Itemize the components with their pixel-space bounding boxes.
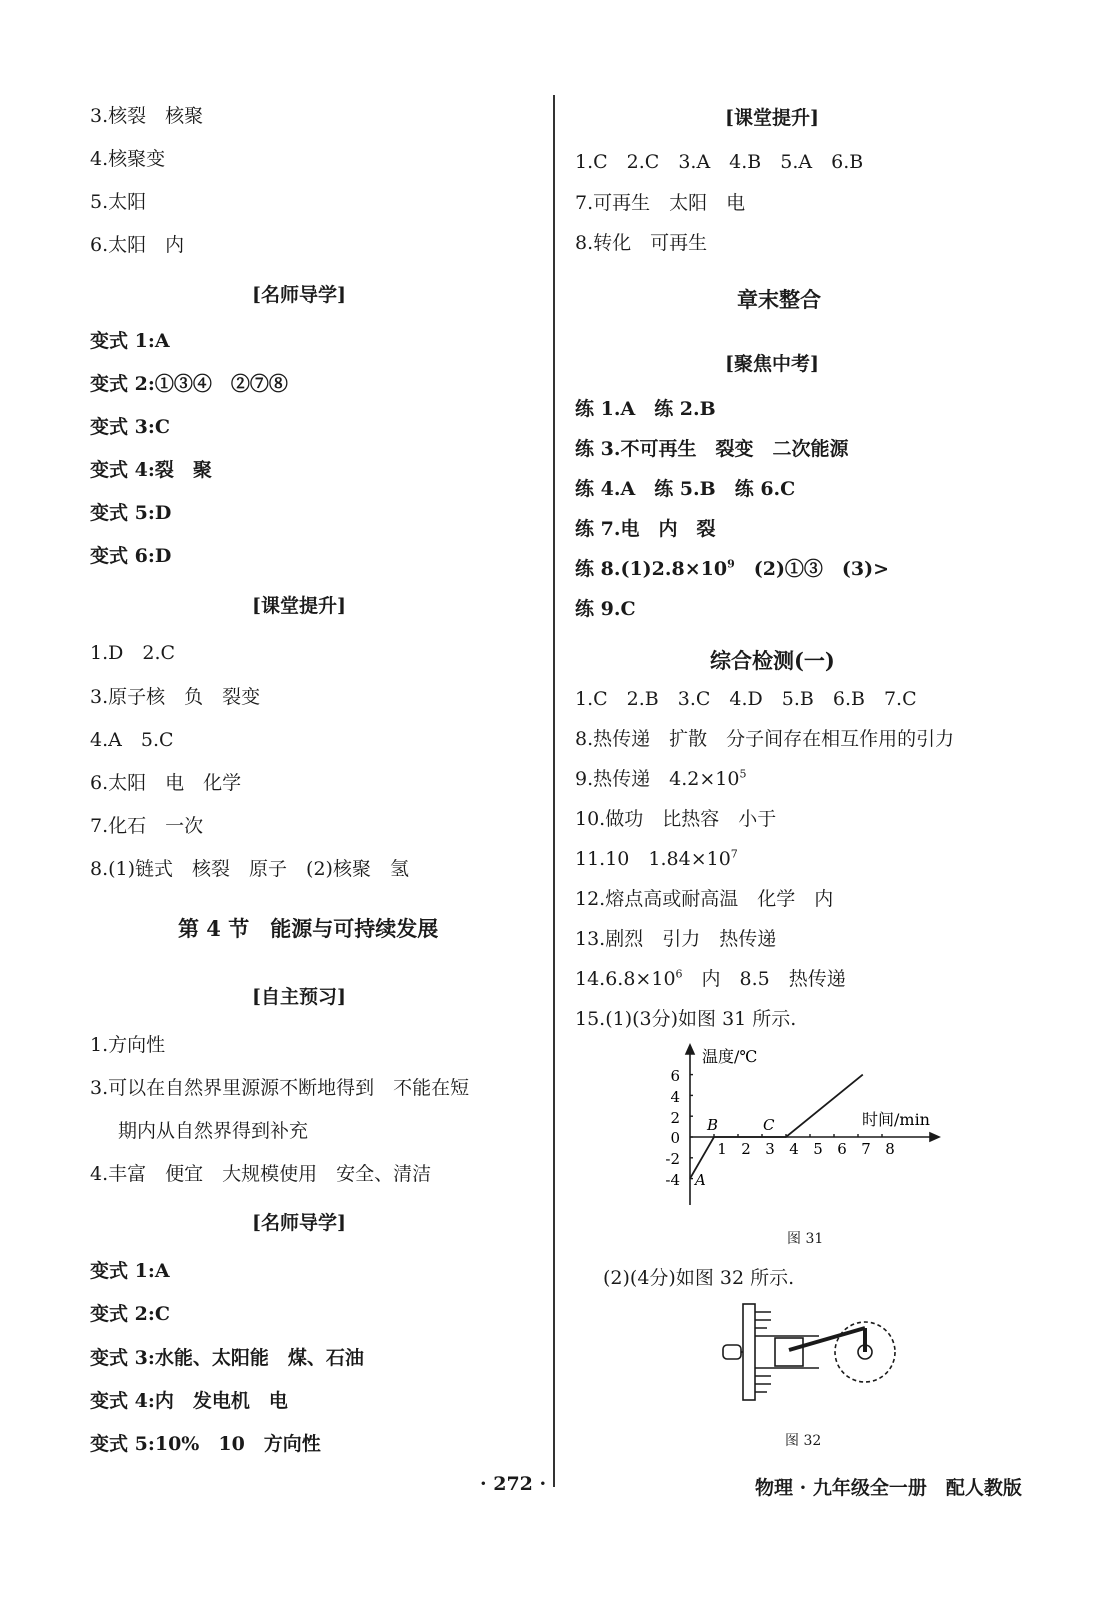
answer-line: 6.太阳 电 化学	[90, 772, 242, 794]
section-header: [自主预习]	[252, 986, 346, 1008]
x-tick-label: 2	[741, 1140, 751, 1158]
x-tick-label: 1	[717, 1140, 727, 1158]
answer-text: 9.热传递 4.2×10	[575, 768, 740, 790]
answer-line: 练 9.C	[575, 598, 636, 620]
page-number: · 272 ·	[480, 1473, 547, 1495]
y-tick-label: 0	[670, 1129, 680, 1147]
answer-line: 练 3.不可再生 裂变 二次能源	[575, 438, 849, 460]
section-header: [名师导学]	[252, 284, 346, 306]
exponent: 9	[727, 557, 735, 571]
section-title: 综合检测(一)	[710, 648, 835, 673]
answer-line: 4.核聚变	[90, 148, 166, 170]
answer-line: 练 7.电 内 裂	[575, 518, 716, 540]
answer-text: 11.10 1.84×10	[575, 848, 731, 870]
exponent: 5	[739, 767, 747, 781]
section-header: [课堂提升]	[252, 595, 346, 617]
answer-line: 3.原子核 负 裂变	[90, 686, 261, 708]
y-tick-label: -4	[665, 1171, 680, 1189]
section-title: 章末整合	[737, 287, 821, 312]
section-header: [聚焦中考]	[725, 353, 819, 375]
answer-line: 变式 4:内 发电机 电	[90, 1390, 288, 1412]
valve-lines-bottom	[755, 1376, 771, 1392]
cylinder-outline	[755, 1336, 819, 1368]
answer-line: 变式 3:水能、太阳能 煤、石油	[90, 1347, 364, 1369]
answer-line: 变式 5:10% 10 方向性	[90, 1433, 321, 1455]
engine-diagram	[715, 1298, 915, 1406]
answer-line: 10.做功 比热容 小于	[575, 808, 777, 830]
y-tick-label: -2	[665, 1150, 680, 1168]
section-header: [名师导学]	[252, 1212, 346, 1234]
answer-line: 4.丰富 便宜 大规模使用 安全、清洁	[90, 1163, 432, 1185]
x-tick-label: 5	[813, 1140, 823, 1158]
x-tick-label: 3	[765, 1140, 775, 1158]
cylinder-wall	[743, 1304, 755, 1400]
x-tick-label: 7	[861, 1140, 871, 1158]
answer-line: 变式 3:C	[90, 416, 170, 438]
answer-line: 期内从自然界得到补充	[118, 1120, 309, 1142]
answer-line: 变式 4:裂 聚	[90, 459, 212, 481]
answer-line: 1.C 2.B 3.C 4.D 5.B 6.B 7.C	[575, 688, 917, 710]
answer-line: 8.热传递 扩散 分子间存在相互作用的引力	[575, 728, 955, 750]
answer-line	[575, 557, 889, 581]
section-header: [课堂提升]	[725, 107, 819, 129]
answer-text: 内 8.5 热传递	[682, 968, 846, 990]
answer-line: 13.剧烈 引力 热传递	[575, 928, 777, 950]
figure-caption: 图 31	[787, 1231, 824, 1247]
y-tick-label: 4	[670, 1088, 680, 1106]
answer-line: 3.核裂 核聚	[90, 105, 204, 127]
point-label-b: B	[707, 1116, 719, 1134]
section-title: 第 4 节 能源与可持续发展	[178, 916, 439, 941]
answer-line: 变式 2:C	[90, 1303, 170, 1325]
answer-line: 练 4.A 练 5.B 练 6.C	[575, 478, 796, 500]
answer-line: 8.转化 可再生	[575, 232, 708, 254]
valve-lines-top	[755, 1312, 771, 1328]
answer-line: 变式 1:A	[90, 1260, 170, 1282]
point-label-a: A	[695, 1171, 706, 1189]
answer-line: 7.化石 一次	[90, 815, 204, 837]
answer-line: 变式 2:①③④ ②⑦⑧	[90, 373, 288, 395]
y-axis-arrow	[686, 1045, 694, 1054]
x-tick-label: 8	[885, 1140, 895, 1158]
connecting-rod	[789, 1328, 865, 1350]
answer-line: 1.方向性	[90, 1034, 166, 1056]
answer-line: 6.太阳 内	[90, 234, 185, 256]
answer-line: 1.C 2.C 3.A 4.B 5.A 6.B	[575, 151, 864, 173]
x-axis-arrow	[930, 1133, 939, 1141]
answer-text: 练 8.(1)2.8×10	[575, 558, 728, 580]
book-title: 物理 · 九年级全一册 配人教版	[755, 1477, 1022, 1499]
column-divider	[553, 95, 555, 1487]
answer-line: 12.熔点高或耐高温 化学 内	[575, 888, 834, 910]
answer-line: 练 1.A 练 2.B	[575, 398, 716, 420]
y-tick-label: 2	[670, 1109, 680, 1127]
y-axis-label: 温度/℃	[702, 1047, 758, 1066]
answer-line: 变式 6:D	[90, 545, 172, 567]
answer-text: (2)①③ (3)>	[734, 558, 890, 580]
answer-line: (2)(4分)如图 32 所示.	[603, 1267, 795, 1289]
answer-line: 变式 1:A	[90, 330, 170, 352]
exponent: 7	[730, 847, 738, 861]
piston-icon	[775, 1338, 803, 1366]
exponent: 6	[675, 967, 683, 981]
answer-line: 8.(1)链式 核裂 原子 (2)核聚 氢	[90, 858, 409, 880]
y-tick-label: 6	[670, 1067, 680, 1085]
point-label-c: C	[763, 1116, 775, 1134]
x-tick-label: 4	[789, 1140, 799, 1158]
figure-caption: 图 32	[785, 1433, 822, 1449]
answer-line	[575, 767, 746, 791]
answer-line	[575, 847, 738, 871]
answer-line	[575, 967, 846, 991]
answer-line: 1.D 2.C	[90, 642, 176, 664]
answer-line: 5.太阳	[90, 191, 147, 213]
x-tick-label: 6	[837, 1140, 847, 1158]
answer-line: 4.A 5.C	[90, 729, 174, 751]
temperature-time-graph	[640, 1040, 960, 1215]
answer-line: 7.可再生 太阳 电	[575, 192, 746, 214]
answer-line: 15.(1)(3分)如图 31 所示.	[575, 1008, 797, 1030]
answer-line: 变式 5:D	[90, 502, 172, 524]
x-axis-label: 时间/min	[862, 1110, 930, 1129]
answer-text: 14.6.8×10	[575, 968, 676, 990]
spark-plug-icon	[723, 1345, 741, 1359]
answer-line: 3.可以在自然界里源源不断地得到 不能在短	[90, 1077, 470, 1099]
